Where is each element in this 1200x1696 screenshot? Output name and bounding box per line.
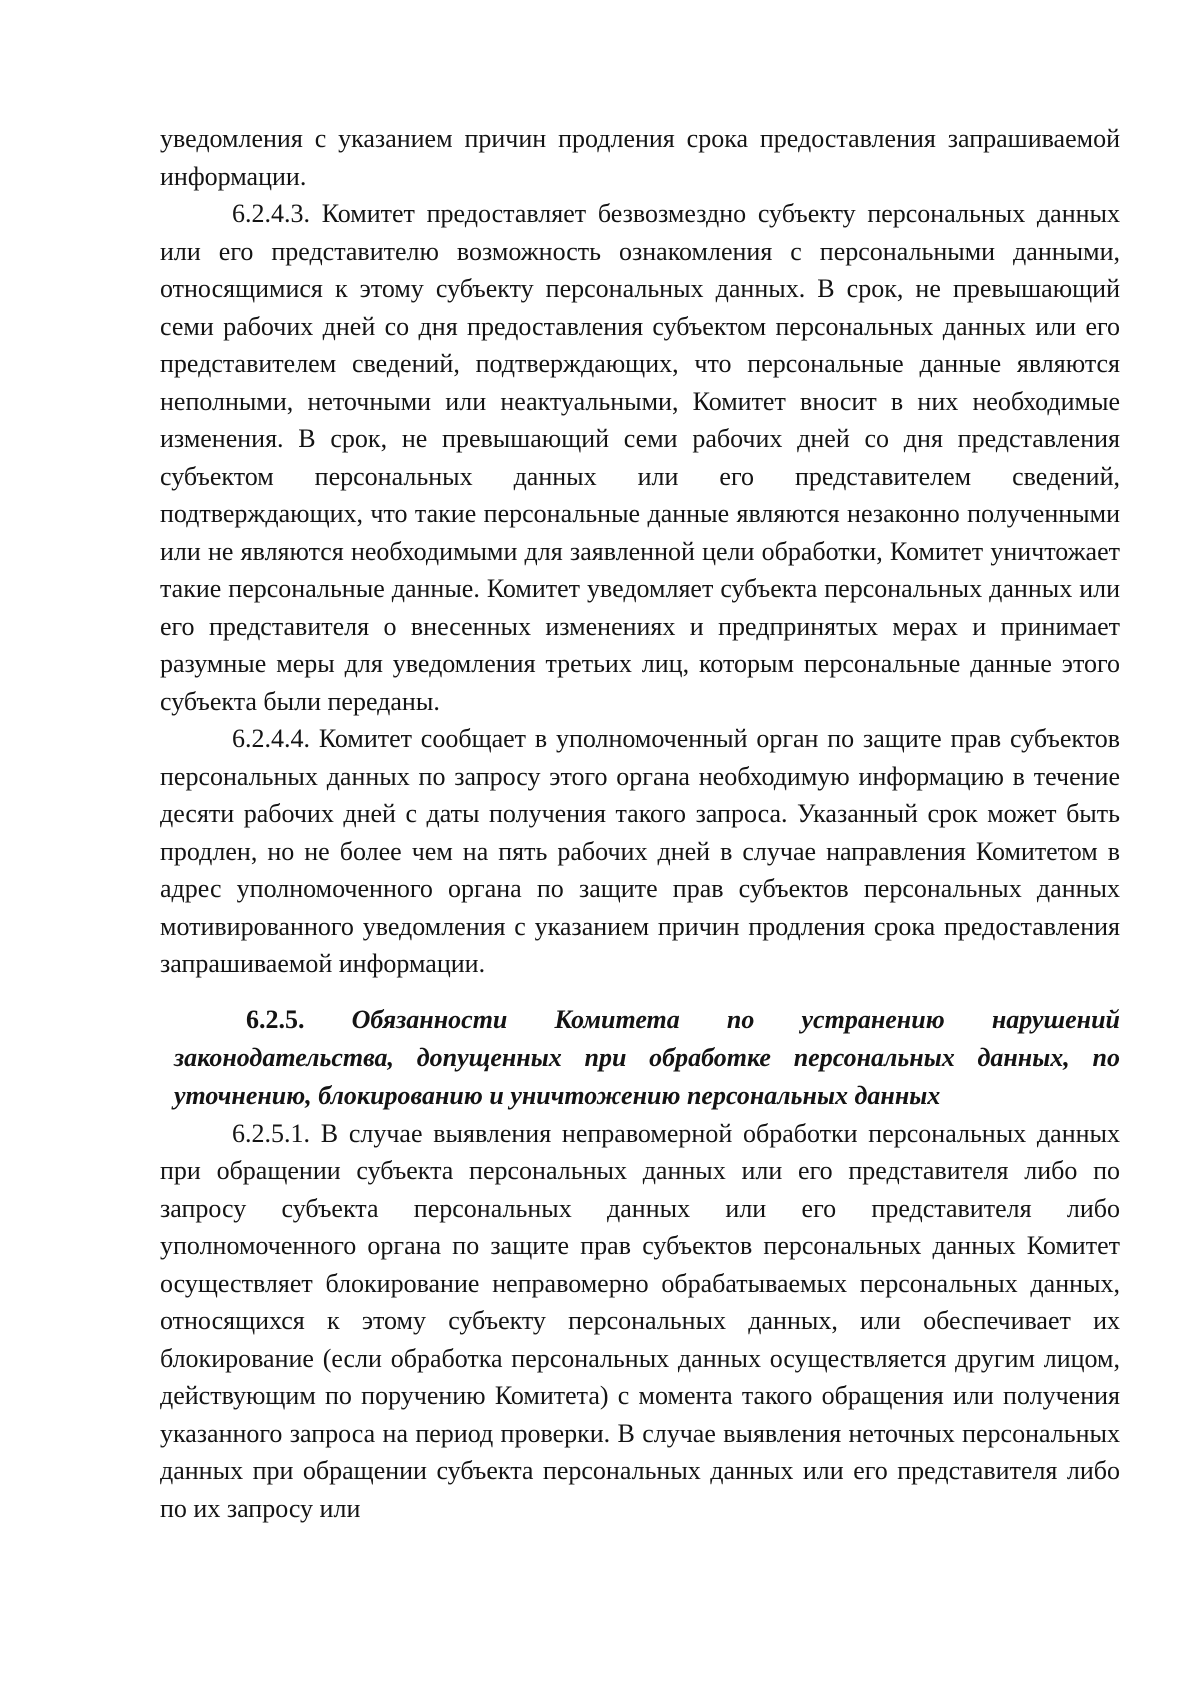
section-heading-number: 6.2.5.	[246, 1004, 305, 1034]
paragraph-6-2-5-1: 6.2.5.1. В случае выявления неправомерной обработки персональных данных при обращении субъекта персональных данных или его представителя либо по запросу субъекта персональных данных или его представителя либо уполномоченного органа по защите прав субъектов персональных данных Комитет осуществляет блокирование неправомерно обрабатываемых персональных данных, относящихся к этому субъекту персональных данных, или обеспечивает их блокирование (если обработка персональных данных осуществляется другим лицом, действующим по поручению Комитета) с момента такого обращения или получения указанного запроса на период проверки. В случае выявления неточных персональных данных при обращении субъекта персональных данных или его представителя либо по их запросу или	[160, 1118, 1120, 1523]
section-heading-6-2-5	[160, 1001, 1120, 1115]
document-body	[160, 120, 1120, 1527]
section-heading-title: Обязанности Комитета по устранению нарушений законодательства, допущенных при обработке персональных данных, по уточнению, блокированию и уничтожению персональных данных	[174, 1004, 1121, 1110]
paragraph-continuation: уведомления с указанием причин продления срока предоставления запрашиваемой информации.	[160, 124, 1120, 191]
paragraph-6-2-4-3: 6.2.4.3. Комитет предоставляет безвозмездно субъекту персональных данных или его представителю возможность ознакомления с персональными данными, относящимися к этому субъекту персональных данных. В срок, не превышающий семи рабочих дней со дня предоставления субъектом персональных данных или его представителем сведений, подтверждающих, что персональные данные являются неполными, неточными или неактуальными, Комитет вносит в них необходимые изменения. В срок, не превышающий семи рабочих дней со дня представления субъектом персональных данных или его представителем сведений, подтверждающих, что такие персональные данные являются незаконно полученными или не являются необходимыми для заявленной цели обработки, Комитет уничтожает такие персональные данные. Комитет уведомляет субъекта персональных данных или его представителя о внесенных изменениях и предпринятых мерах и принимает разумные меры для уведомления третьих лиц, которым персональные данные этого субъекта были переданы.	[160, 199, 1120, 716]
paragraph-6-2-4-4: 6.2.4.4. Комитет сообщает в уполномоченный орган по защите прав субъектов персональных данных по запросу этого органа необходимую информацию в течение десяти рабочих дней с даты получения такого запроса. Указанный срок может быть продлен, но не более чем на пять рабочих дней в случае направления Комитетом в адрес уполномоченного органа по защите прав субъектов персональных данных мотивированного уведомления с указанием причин продления срока предоставления запрашиваемой информации.	[160, 724, 1120, 978]
